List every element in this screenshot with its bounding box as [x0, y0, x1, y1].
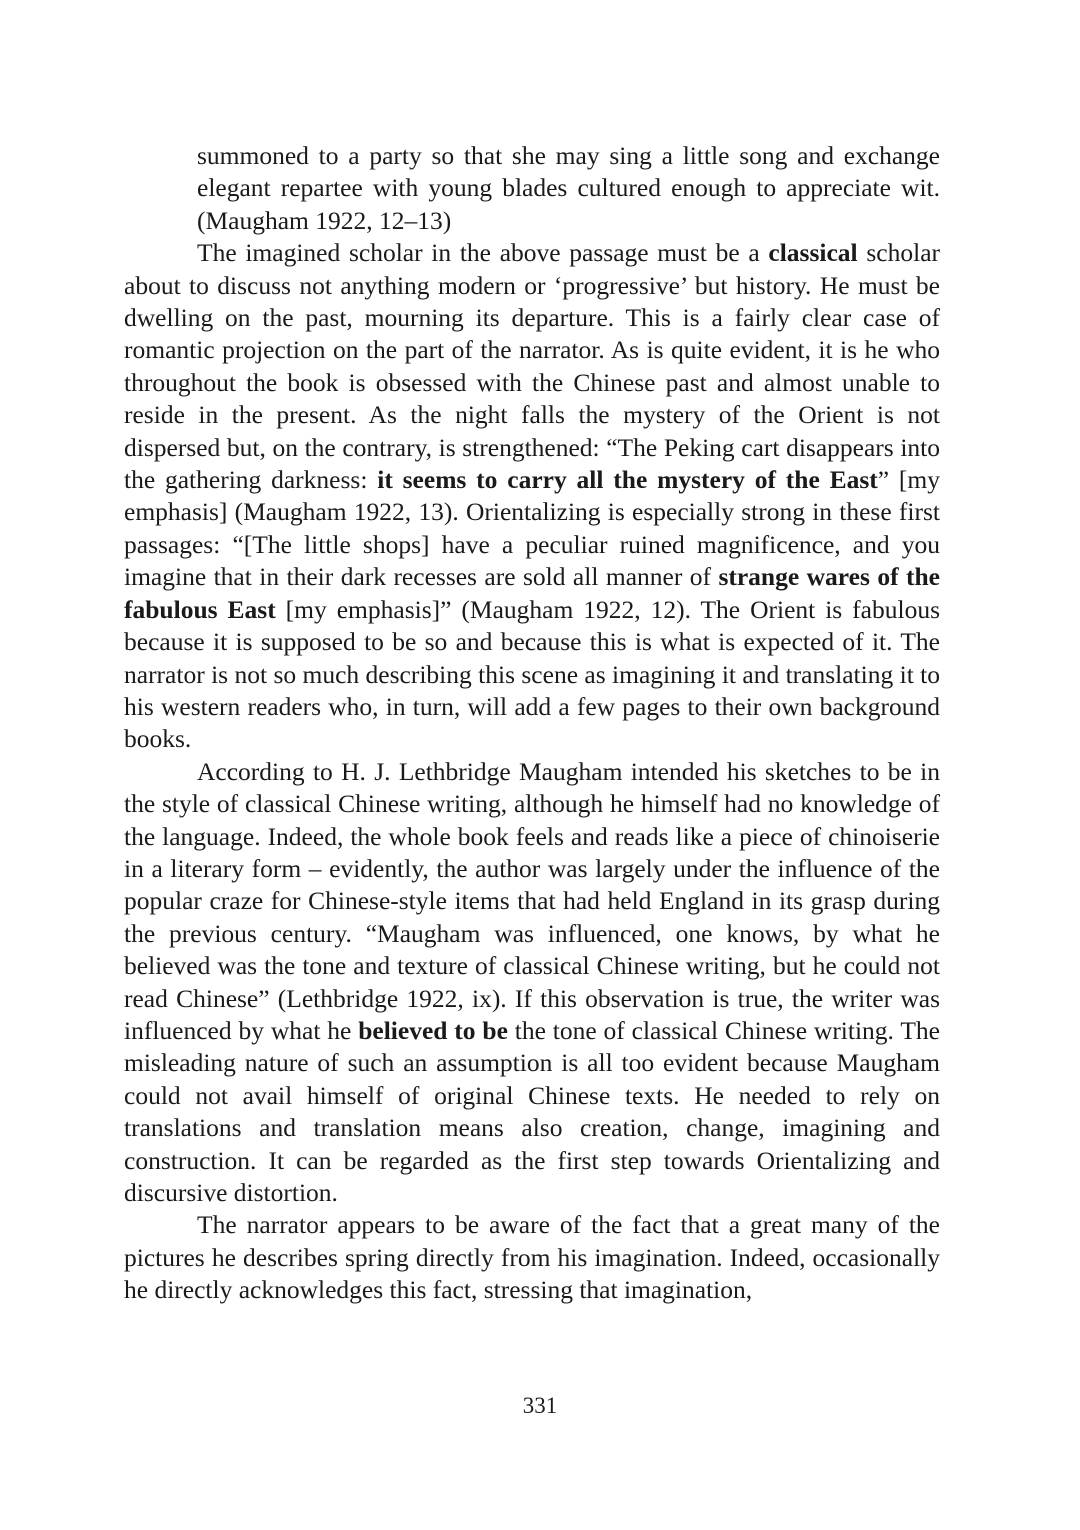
paragraph-1-text-2: scholar about to discuss not anything modern or ‘progressive’ but history. He must be dwelling on the past, mourning its departure. This is a fairly clear case of romantic projection on the part of the narrator. As is quite evident, it is he who throughout the book is obsessed with the Chinese past and almost unable to reside in the present. As the night falls the mystery of the Orient is not dispersed but, on the contrary, is strengthened: “The Peking cart disappears into the gathering darkness: — [124, 238, 940, 495]
paragraph-1-emphasis-3: strange wares of the fabulous East — [124, 562, 941, 624]
block-quote — [197, 140, 940, 237]
paragraph-2-text-1: According to H. J. Lethbridge Maugham intended his sketches to be in the style of classical Chinese writing, although he himself had no knowledge of the language. Indeed, the whole book feels and reads like a piece of chinoiserie in a literary form – evidently, the author was largely under the influence of the popular craze for Chinese-style items that had held England in its grasp during the previous century. “Maugham was influenced, one knows, by what he believed was the tone and texture of classical Chinese writing, but he could not read Chinese” (Lethbridge 1922, ix). If this observation is true, the writer was influenced by what he — [124, 756, 940, 1045]
paragraph-1-emphasis-1: classical — [768, 238, 858, 268]
paragraph-3 — [124, 1209, 940, 1306]
paragraph-2-text-2: the tone of classical Chinese writing. The misleading nature of such an assumption is all too evident because Maugham could not avail himself of original Chinese texts. He needed to rely on translations and translation means also creation, change, imagining and construction. It can be regarded as the first step towards Orientalizing and discursive distortion. — [124, 1015, 940, 1207]
paragraph-2 — [124, 756, 940, 1210]
paragraph-2-emphasis-1: believed to be — [358, 1015, 508, 1045]
page-body — [124, 140, 940, 1307]
paragraph-1-text-1: The imagined scholar in the above passage must be a — [197, 238, 769, 268]
paragraph-1-text-4: [my emphasis]” (Maugham 1922, 12). The Orient is fabulous because it is supposed to be so and because this is what is expected of it. The narrator is not so much describing this scene as imagining it and translating it to his western readers who, in turn, will add a few pages to their own background books. — [124, 594, 940, 754]
paragraph-3-text-1: The narrator appears to be aware of the fact that a great many of the pictures he describes spring directly from his imagination. Indeed, occasionally he directly acknowledges this fact, stressing that imagination, — [124, 1210, 940, 1305]
page-number: 331 — [522, 1393, 558, 1418]
paragraph-1-emphasis-2: it seems to carry all the mystery of the East — [377, 465, 878, 495]
block-quote-text: summoned to a party so that she may sing a little song and exchange elegant repartee with young blades cultured enough to appreciate wit. (Maugham 1922, 12–13) — [197, 141, 940, 235]
paragraph-1 — [124, 237, 940, 756]
paragraph-1-text-3: ” [my emphasis] (Maugham 1922, 13). Orientalizing is especially strong in these first passages: “[The little shops] have a peculiar ruined magnificence, and you imagine that in their dark recesses are sold all manner of — [124, 465, 940, 592]
